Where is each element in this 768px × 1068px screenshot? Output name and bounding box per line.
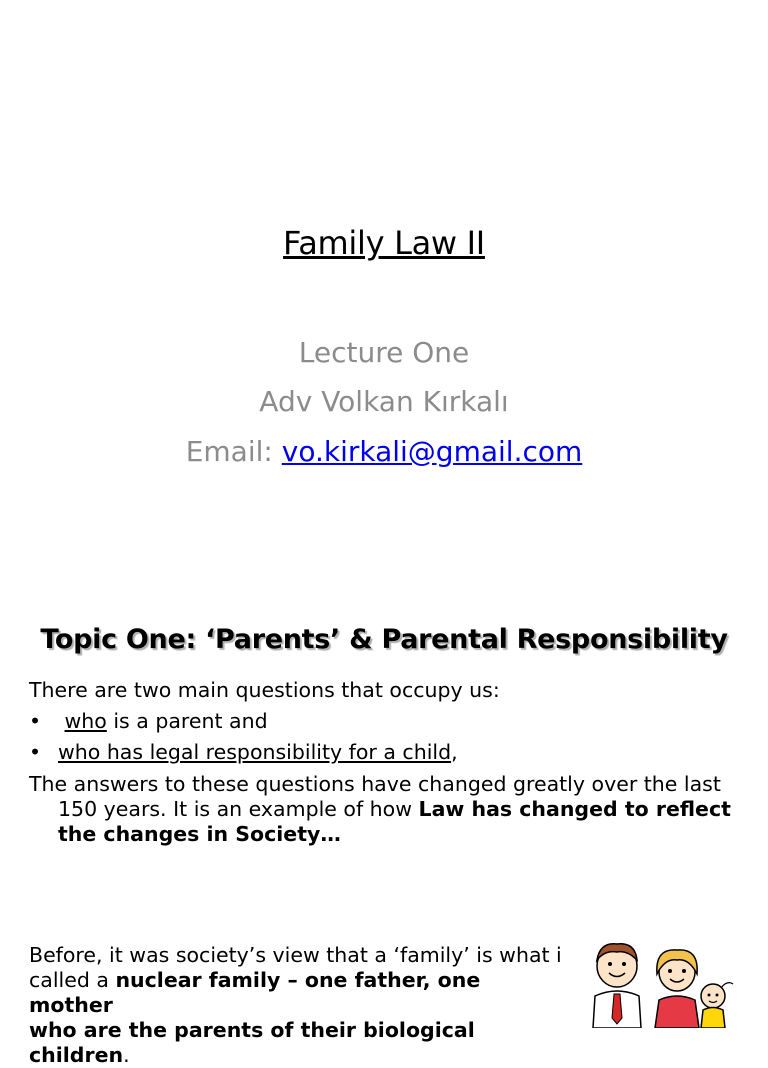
email-link[interactable]: vo.kirkali@gmail.com [281,435,583,468]
answers-line-2: 150 years. It is an example of how [58,797,419,821]
topic-title: Topic One: ‘Parents’ & Parental Responsibility [40,624,728,655]
lecture-subtitle: Lecture One [298,336,470,369]
email-line [0,435,768,468]
slide-title: Family Law II [283,224,485,262]
before-line-2: called a [29,968,116,992]
answers-bold-2: the changes in Society… [58,822,341,846]
email-label: Email: [185,435,282,468]
bullet-icon: • [29,709,42,733]
before-bold-2: who are the parents of their biological children [29,1018,475,1067]
before-line-1: Before, it was society’s view that a ‘family’ is what i [29,943,562,967]
bullet-rest: is a parent and [106,709,268,733]
answers-bold-1: Law has changed to reflect [418,797,731,821]
family-clipart [565,938,745,1028]
answers-line-1: The answers to these questions have changed greatly over the last [29,772,721,796]
author-name: Adv Volkan Kırkalı [259,385,509,418]
bullet-underlined: who [64,709,107,733]
before-bold: nuclear family – one father, one mother [29,968,481,1017]
bullet-icon: • [29,740,42,764]
nuclear-family-paragraph: Before, it was society’s view that a ‘family’ is what i called a nuclear family – one father, one mother who are the parents of their biological children. [29,943,562,1067]
topic-slide [0,580,768,1067]
bullet-underlined: who has legal responsibility for a child [58,740,452,764]
bullet-rest: , [451,740,458,764]
intro-text: There are two main questions that occupy us: [29,678,500,702]
answers-paragraph [29,772,749,847]
